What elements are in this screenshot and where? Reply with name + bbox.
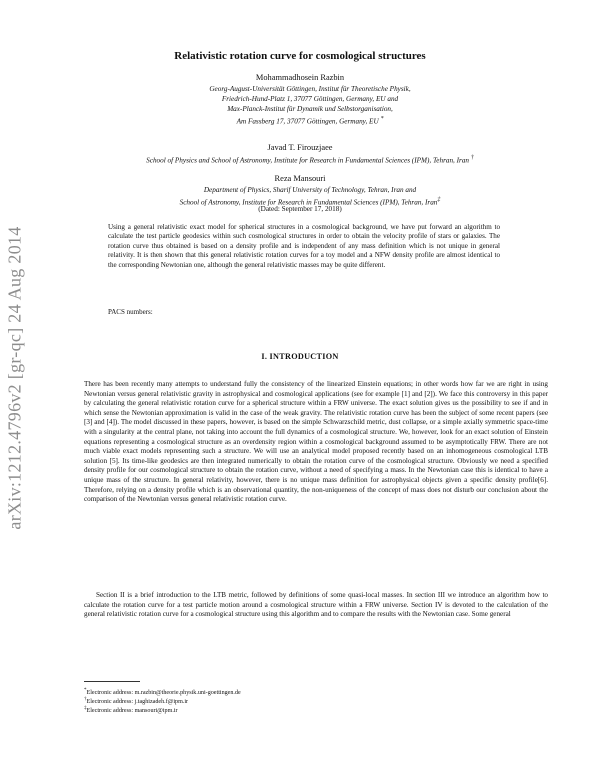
author-name-1: Mohammadhosein Razbin: [255, 73, 345, 82]
intro-paragraph-2: Section II is a brief introduction to the LTB metric, followed by definitions of some quasi-local masses. In section III we introduce an algorithm how to calculate the rotation curve for a test particle motion around a cosmological structure within a FRW universe. Section IV is devoted to the calculation of the general relativistic rotation curve for a cosmological structure using this algorithm and to compare the results with the Newtonian case. Some general: [84, 591, 548, 619]
footnote-rule: [84, 681, 140, 682]
author-mark-3: ‡: [437, 197, 441, 203]
dated-line: (Dated: September 17, 2018): [258, 205, 342, 213]
affiliation-line: School of Physics and School of Astronomy, Institute for Research in Fundamental Sciences (IPM), Tehran, Iran †: [146, 155, 474, 165]
affiliation-line: Georg-August-Universität Göttingen, Institut für Theoretische Physik,: [209, 85, 411, 93]
pacs-numbers: PACS numbers:: [108, 308, 153, 316]
footnote-2: †Electronic address: j.taghizadeh.f@ipm.ir: [84, 697, 189, 706]
section-heading: I. INTRODUCTION: [261, 352, 339, 361]
footnote-1: *Electronic address: m.razbin@theorie.physik.uni-goettingen.de: [84, 688, 241, 697]
affiliation-line: Department of Physics, Sharif University of Technology, Tehran, Iran and: [203, 186, 417, 194]
author-affiliation-2: [40, 153, 580, 165]
intro-paragraph-1: There has been recently many attempts to understand fully the consistency of the linearized Einstein equations; in other words how far we are right in using Newtonian versus general relativistic gravity in astrophysical and cosmological applications (see for example [1] and [2]). We face this controversy in this paper by calculating the general relativistic rotation curve for a spherical structure within a FRW universe. The exact solution gives us the possibility to see if and in which sense the Newtonian approximation is valid in the case of the weak gravity. The relativistic rotation curve has been the subject of some recent papers (see [3] and [4]). The model discussed in these papers, however, is based on the simple Schwarzschild metric, dust collapse, or a simple axially symmetric space-time with a singularity at the central plane, not taking into account the full dynamics of a cosmological structure. We, however, look for an exact solution of Einstein equations representing a cosmological structure as an overdensity region within a cosmological background assumed to be asymptotically FRW. There are not much viable exact models representing such a structure. We will use an analytical model proposed recently based on an inhomogeneous cosmological LTB solution [5]. Its time-like geodesics are then integrated numerically to obtain the rotation curve of the cosmological structure. Obviously we need a specified density profile for our cosmological structure to obtain the rotation curve, without a need of specifying a mass. In the Newtonian case this is identical to have a unique mass of the structure. In general relativity, however, there is no unique mass definition for astrophysical objects given a specific density profile[6]. Therefore, relying on a density profile which is an observational quantity, the non-uniqueness of the concept of mass does not disturb our conclusion about the comparison of the Newtonian versus general relativistic rotation curve.: [84, 380, 548, 504]
footnote-mark: *: [84, 688, 87, 693]
affiliation-line: Max-Planck-Institut für Dynamik und Selbstorganisation,: [227, 105, 393, 113]
abstract: Using a general relativistic exact model for spherical structures in a cosmological background, we have put forward an algorithm to calculate the test particle geodesics within such cosmological structures in order to obtain the velocity profile of stars or galaxies. The rotation curve thus obtained is based on a density profile and is independent of any mass definition which is not unique in general relativity. It is then shown that this general relativistic rotation curves for a toy model and a NFW density profile are almost identical to the corresponding Newtonian one, although the general relativistic masses may be quite different.: [108, 223, 500, 269]
footnote-mark: †: [84, 697, 87, 702]
footnote-mark: ‡: [84, 706, 87, 711]
author-affiliation-1: [40, 84, 580, 126]
affiliation-line: Friedrich-Hund-Platz 1, 37077 Göttingen, Germany, EU and: [221, 95, 399, 103]
arxiv-stamp-text: arXiv:1212.4796v2 [gr-qc] 24 Aug 2014: [4, 226, 25, 530]
email-link[interactable]: m.razbin@theorie.physik.uni-goettingen.de: [134, 690, 241, 697]
affiliation-line: Am Fassberg 17, 37077 Göttingen, Germany, EU *: [236, 116, 384, 126]
author-name-3: Reza Mansouri: [274, 174, 326, 183]
author-mark-2: †: [470, 155, 474, 161]
author-name-2: Javad T. Firouzjaee: [267, 143, 333, 152]
affiliation-line: School of Astronomy, Institute for Research in Fundamental Sciences (IPM), Tehran, Iran‡: [179, 197, 441, 207]
author-mark-1: *: [380, 116, 384, 122]
email-link[interactable]: j.taghizadeh.f@ipm.ir: [134, 699, 189, 706]
footnote-3: ‡Electronic address: mansouri@ipm.ir: [84, 706, 178, 715]
paper-title: Relativistic rotation curve for cosmological structures: [174, 50, 426, 62]
arxiv-stamp: [2, 200, 28, 556]
email-link[interactable]: mansouri@ipm.ir: [134, 708, 178, 715]
